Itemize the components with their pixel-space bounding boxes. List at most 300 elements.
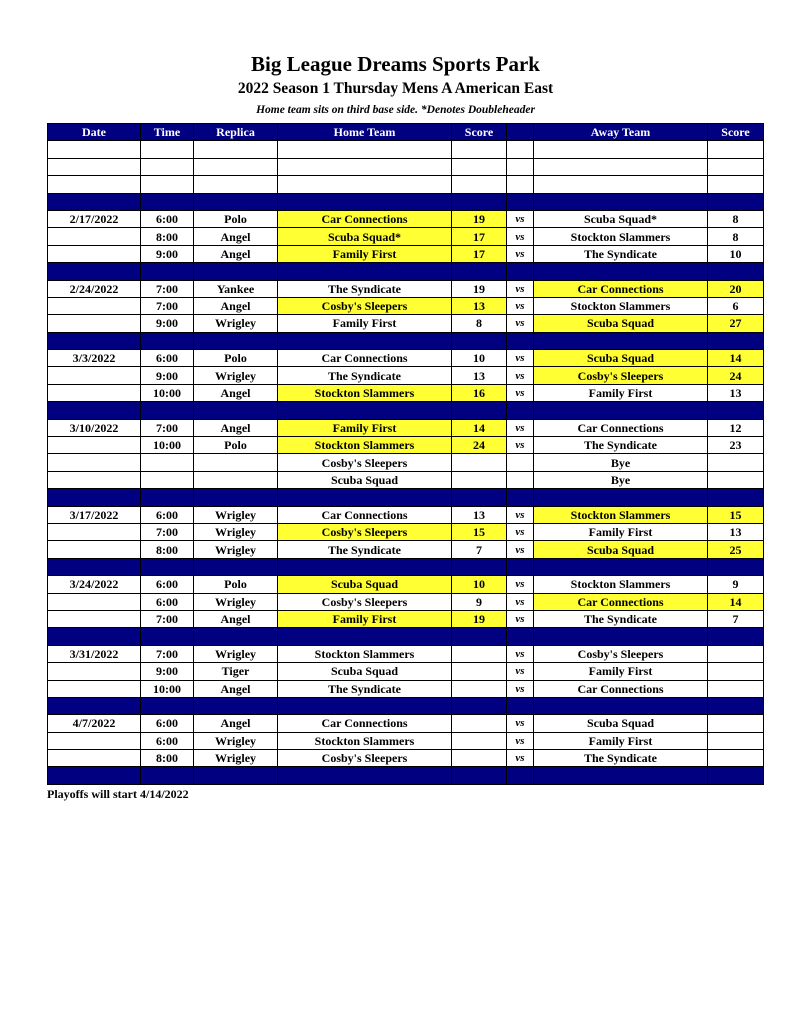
separator-cell	[141, 767, 194, 784]
separator-cell	[141, 558, 194, 575]
game-time: 10:00	[141, 680, 194, 697]
game-time: 8:00	[141, 750, 194, 767]
game-field: Angel	[194, 384, 278, 401]
separator-cell	[48, 628, 141, 645]
separator-cell	[48, 767, 141, 784]
away-team: Scuba Squad	[534, 715, 708, 732]
game-time: 7:00	[141, 297, 194, 314]
game-time: 10:00	[141, 437, 194, 454]
separator-cell	[141, 332, 194, 349]
separator-cell	[708, 402, 764, 419]
home-team: The Syndicate	[278, 541, 452, 558]
vs-label: vs	[507, 419, 534, 436]
game-date	[48, 610, 141, 627]
game-field: Angel	[194, 419, 278, 436]
away-score: 14	[708, 593, 764, 610]
game-field: Yankee	[194, 280, 278, 297]
vs-label: vs	[507, 576, 534, 593]
away-team: Bye	[534, 471, 708, 488]
game-date	[48, 541, 141, 558]
separator-cell	[534, 263, 708, 280]
separator-cell	[452, 558, 507, 575]
away-score: 10	[708, 245, 764, 262]
col-header-vs	[507, 124, 534, 141]
separator-cell	[507, 402, 534, 419]
home-score: 10	[452, 350, 507, 367]
game-time: 6:00	[141, 732, 194, 749]
separator-cell	[141, 489, 194, 506]
home-score: 24	[452, 437, 507, 454]
game-field: Wrigley	[194, 506, 278, 523]
game-row	[48, 228, 764, 245]
away-team: Family First	[534, 523, 708, 540]
away-score: 25	[708, 541, 764, 558]
game-date: 4/7/2022	[48, 715, 141, 732]
separator-cell	[278, 332, 452, 349]
away-score: 8	[708, 228, 764, 245]
game-row	[48, 471, 764, 488]
vs-label: vs	[507, 732, 534, 749]
away-team: The Syndicate	[534, 437, 708, 454]
separator-cell	[278, 558, 452, 575]
separator-cell	[278, 628, 452, 645]
game-field: Angel	[194, 715, 278, 732]
separator-cell	[452, 628, 507, 645]
separator-cell	[194, 489, 278, 506]
vs-label: vs	[507, 384, 534, 401]
separator-cell	[534, 697, 708, 714]
home-score: 15	[452, 523, 507, 540]
separator-cell	[507, 767, 534, 784]
separator-cell	[708, 767, 764, 784]
home-team: Scuba Squad*	[278, 228, 452, 245]
away-team: The Syndicate	[534, 750, 708, 767]
vs-label: vs	[507, 297, 534, 314]
game-date	[48, 384, 141, 401]
away-score	[708, 645, 764, 662]
home-team: Stockton Slammers	[278, 384, 452, 401]
away-score	[708, 715, 764, 732]
week-separator-row	[48, 402, 764, 419]
week-separator-row	[48, 263, 764, 280]
away-score: 14	[708, 350, 764, 367]
col-header-home-team: Home Team	[278, 124, 452, 141]
vs-label: vs	[507, 541, 534, 558]
game-row	[48, 245, 764, 262]
game-field	[194, 471, 278, 488]
page-title: Big League Dreams Sports Park	[251, 52, 540, 76]
game-field: Angel	[194, 228, 278, 245]
away-team: The Syndicate	[534, 610, 708, 627]
home-team: Stockton Slammers	[278, 437, 452, 454]
home-team: Car Connections	[278, 715, 452, 732]
separator-cell	[141, 697, 194, 714]
home-team: Stockton Slammers	[278, 645, 452, 662]
col-header-date: Date	[48, 124, 141, 141]
home-score: 19	[452, 280, 507, 297]
separator-cell	[194, 628, 278, 645]
header-row	[48, 124, 764, 141]
game-date	[48, 750, 141, 767]
schedule-note: Home team sits on third base side. *Denotes Doubleheader	[256, 104, 535, 116]
game-time: 9:00	[141, 245, 194, 262]
game-time: 7:00	[141, 280, 194, 297]
game-row	[48, 732, 764, 749]
game-time: 6:00	[141, 210, 194, 227]
away-team: Car Connections	[534, 280, 708, 297]
separator-cell	[48, 193, 141, 210]
separator-cell	[507, 489, 534, 506]
game-date: 2/17/2022	[48, 210, 141, 227]
game-date	[48, 523, 141, 540]
separator-cell	[194, 193, 278, 210]
separator-cell	[507, 263, 534, 280]
blank-row	[48, 176, 764, 193]
vs-label: vs	[507, 663, 534, 680]
week-separator-row	[48, 697, 764, 714]
home-team: Family First	[278, 315, 452, 332]
game-field: Angel	[194, 610, 278, 627]
game-field: Wrigley	[194, 315, 278, 332]
away-team: Scuba Squad	[534, 541, 708, 558]
col-header-home-score: Score	[452, 124, 507, 141]
game-row	[48, 541, 764, 558]
game-row	[48, 280, 764, 297]
game-time: 7:00	[141, 645, 194, 662]
game-field: Tiger	[194, 663, 278, 680]
separator-cell	[507, 697, 534, 714]
away-team: Bye	[534, 454, 708, 471]
game-row	[48, 419, 764, 436]
game-time: 6:00	[141, 715, 194, 732]
vs-label: vs	[507, 645, 534, 662]
game-date: 3/31/2022	[48, 645, 141, 662]
home-team: The Syndicate	[278, 680, 452, 697]
game-field: Wrigley	[194, 523, 278, 540]
game-row	[48, 523, 764, 540]
away-team: Family First	[534, 663, 708, 680]
away-team: Car Connections	[534, 680, 708, 697]
separator-cell	[278, 767, 452, 784]
away-team: Scuba Squad	[534, 315, 708, 332]
separator-cell	[534, 489, 708, 506]
away-score	[708, 454, 764, 471]
separator-cell	[708, 489, 764, 506]
game-date	[48, 471, 141, 488]
separator-cell	[452, 489, 507, 506]
vs-label	[507, 454, 534, 471]
home-score: 7	[452, 541, 507, 558]
away-score: 13	[708, 384, 764, 401]
game-time: 9:00	[141, 367, 194, 384]
home-score	[452, 454, 507, 471]
game-field: Angel	[194, 680, 278, 697]
home-score	[452, 663, 507, 680]
away-team: Stockton Slammers	[534, 506, 708, 523]
game-field: Wrigley	[194, 732, 278, 749]
vs-label: vs	[507, 228, 534, 245]
game-time: 8:00	[141, 541, 194, 558]
week-separator-row	[48, 628, 764, 645]
game-time: 6:00	[141, 593, 194, 610]
home-team: The Syndicate	[278, 280, 452, 297]
vs-label	[507, 471, 534, 488]
page-subtitle: 2022 Season 1 Thursday Mens A American East	[237, 80, 554, 97]
game-row	[48, 680, 764, 697]
game-date	[48, 315, 141, 332]
separator-cell	[48, 402, 141, 419]
separator-cell	[534, 558, 708, 575]
home-team: Car Connections	[278, 210, 452, 227]
home-team: The Syndicate	[278, 367, 452, 384]
away-team: The Syndicate	[534, 245, 708, 262]
game-row	[48, 315, 764, 332]
game-field: Polo	[194, 437, 278, 454]
game-row	[48, 610, 764, 627]
game-field: Wrigley	[194, 750, 278, 767]
game-time: 7:00	[141, 523, 194, 540]
home-team: Scuba Squad	[278, 471, 452, 488]
vs-label: vs	[507, 210, 534, 227]
home-score: 13	[452, 506, 507, 523]
separator-cell	[194, 332, 278, 349]
game-time: 6:00	[141, 576, 194, 593]
game-row	[48, 645, 764, 662]
game-date: 2/24/2022	[48, 280, 141, 297]
game-field: Wrigley	[194, 367, 278, 384]
separator-cell	[452, 767, 507, 784]
separator-cell	[534, 332, 708, 349]
home-score: 10	[452, 576, 507, 593]
away-team: Stockton Slammers	[534, 297, 708, 314]
separator-cell	[194, 558, 278, 575]
separator-cell	[708, 558, 764, 575]
home-score: 17	[452, 228, 507, 245]
game-date	[48, 732, 141, 749]
game-time: 6:00	[141, 350, 194, 367]
home-team: Car Connections	[278, 350, 452, 367]
vs-label: vs	[507, 315, 534, 332]
game-field: Angel	[194, 297, 278, 314]
separator-cell	[708, 628, 764, 645]
home-team: Scuba Squad	[278, 663, 452, 680]
game-date: 3/10/2022	[48, 419, 141, 436]
vs-label: vs	[507, 506, 534, 523]
separator-cell	[278, 263, 452, 280]
home-team: Family First	[278, 610, 452, 627]
vs-label: vs	[507, 350, 534, 367]
game-date	[48, 680, 141, 697]
schedule-table	[47, 123, 764, 785]
game-field: Wrigley	[194, 593, 278, 610]
week-separator-row	[48, 558, 764, 575]
vs-label: vs	[507, 245, 534, 262]
away-score	[708, 680, 764, 697]
separator-cell	[534, 628, 708, 645]
game-date: 3/24/2022	[48, 576, 141, 593]
separator-cell	[48, 489, 141, 506]
home-score: 13	[452, 367, 507, 384]
away-team: Stockton Slammers	[534, 576, 708, 593]
separator-cell	[452, 697, 507, 714]
col-header-replica: Replica	[194, 124, 278, 141]
playoffs-note: Playoffs will start 4/14/2022	[47, 787, 189, 801]
home-score: 17	[452, 245, 507, 262]
separator-cell	[507, 628, 534, 645]
game-time	[141, 454, 194, 471]
separator-cell	[507, 193, 534, 210]
separator-cell	[507, 558, 534, 575]
vs-label: vs	[507, 680, 534, 697]
separator-cell	[452, 332, 507, 349]
game-row	[48, 506, 764, 523]
game-field: Polo	[194, 210, 278, 227]
home-team: Cosby's Sleepers	[278, 297, 452, 314]
away-team: Car Connections	[534, 593, 708, 610]
away-score: 27	[708, 315, 764, 332]
away-team: Cosby's Sleepers	[534, 645, 708, 662]
away-team: Cosby's Sleepers	[534, 367, 708, 384]
separator-cell	[48, 332, 141, 349]
separator-cell	[452, 402, 507, 419]
home-score: 13	[452, 297, 507, 314]
vs-label: vs	[507, 280, 534, 297]
home-team: Family First	[278, 245, 452, 262]
separator-cell	[534, 193, 708, 210]
game-time: 9:00	[141, 663, 194, 680]
week-separator-row	[48, 332, 764, 349]
separator-cell	[278, 402, 452, 419]
home-team: Cosby's Sleepers	[278, 593, 452, 610]
separator-cell	[141, 628, 194, 645]
away-score: 9	[708, 576, 764, 593]
away-score: 12	[708, 419, 764, 436]
game-row	[48, 210, 764, 227]
game-date	[48, 663, 141, 680]
home-score	[452, 680, 507, 697]
home-score: 14	[452, 419, 507, 436]
away-score	[708, 471, 764, 488]
col-header-time: Time	[141, 124, 194, 141]
game-time: 7:00	[141, 419, 194, 436]
home-team: Scuba Squad	[278, 576, 452, 593]
separator-cell	[708, 263, 764, 280]
separator-cell	[708, 332, 764, 349]
game-date	[48, 437, 141, 454]
separator-cell	[708, 193, 764, 210]
home-team: Family First	[278, 419, 452, 436]
separator-cell	[194, 697, 278, 714]
vs-label: vs	[507, 367, 534, 384]
away-team: Family First	[534, 384, 708, 401]
game-row	[48, 384, 764, 401]
game-time: 9:00	[141, 315, 194, 332]
week-separator-row	[48, 193, 764, 210]
home-score: 8	[452, 315, 507, 332]
separator-cell	[48, 263, 141, 280]
away-score: 24	[708, 367, 764, 384]
away-score: 8	[708, 210, 764, 227]
away-team: Family First	[534, 732, 708, 749]
game-date	[48, 593, 141, 610]
away-score	[708, 663, 764, 680]
separator-cell	[534, 767, 708, 784]
game-date	[48, 367, 141, 384]
separator-cell	[141, 193, 194, 210]
game-time: 10:00	[141, 384, 194, 401]
separator-cell	[452, 263, 507, 280]
away-score	[708, 732, 764, 749]
separator-cell	[278, 193, 452, 210]
game-time: 7:00	[141, 610, 194, 627]
game-date: 3/3/2022	[48, 350, 141, 367]
separator-cell	[534, 402, 708, 419]
game-date	[48, 245, 141, 262]
game-row	[48, 663, 764, 680]
away-team: Car Connections	[534, 419, 708, 436]
game-row	[48, 576, 764, 593]
home-score: 19	[452, 210, 507, 227]
col-header-away-score: Score	[708, 124, 764, 141]
separator-cell	[278, 697, 452, 714]
home-score	[452, 645, 507, 662]
separator-cell	[194, 767, 278, 784]
week-separator-row	[48, 767, 764, 784]
vs-label: vs	[507, 715, 534, 732]
game-row	[48, 750, 764, 767]
home-team: Car Connections	[278, 506, 452, 523]
separator-cell	[278, 489, 452, 506]
week-separator-row	[48, 489, 764, 506]
game-time	[141, 471, 194, 488]
separator-cell	[48, 558, 141, 575]
home-team: Cosby's Sleepers	[278, 750, 452, 767]
separator-cell	[708, 697, 764, 714]
game-field: Wrigley	[194, 645, 278, 662]
home-score: 9	[452, 593, 507, 610]
vs-label: vs	[507, 523, 534, 540]
game-time: 6:00	[141, 506, 194, 523]
game-date	[48, 297, 141, 314]
away-score	[708, 750, 764, 767]
home-team: Cosby's Sleepers	[278, 454, 452, 471]
game-field: Polo	[194, 350, 278, 367]
game-row	[48, 715, 764, 732]
home-score	[452, 471, 507, 488]
vs-label: vs	[507, 750, 534, 767]
away-team: Scuba Squad	[534, 350, 708, 367]
away-score: 23	[708, 437, 764, 454]
away-score: 20	[708, 280, 764, 297]
separator-cell	[141, 263, 194, 280]
home-team: Cosby's Sleepers	[278, 523, 452, 540]
game-field: Angel	[194, 245, 278, 262]
game-row	[48, 350, 764, 367]
blank-row	[48, 158, 764, 175]
vs-label: vs	[507, 593, 534, 610]
home-score	[452, 715, 507, 732]
vs-label: vs	[507, 610, 534, 627]
away-score: 7	[708, 610, 764, 627]
away-score: 15	[708, 506, 764, 523]
home-score: 19	[452, 610, 507, 627]
separator-cell	[141, 402, 194, 419]
away-score: 6	[708, 297, 764, 314]
col-header-away-team: Away Team	[534, 124, 708, 141]
game-field: Wrigley	[194, 541, 278, 558]
game-row	[48, 593, 764, 610]
home-score	[452, 732, 507, 749]
